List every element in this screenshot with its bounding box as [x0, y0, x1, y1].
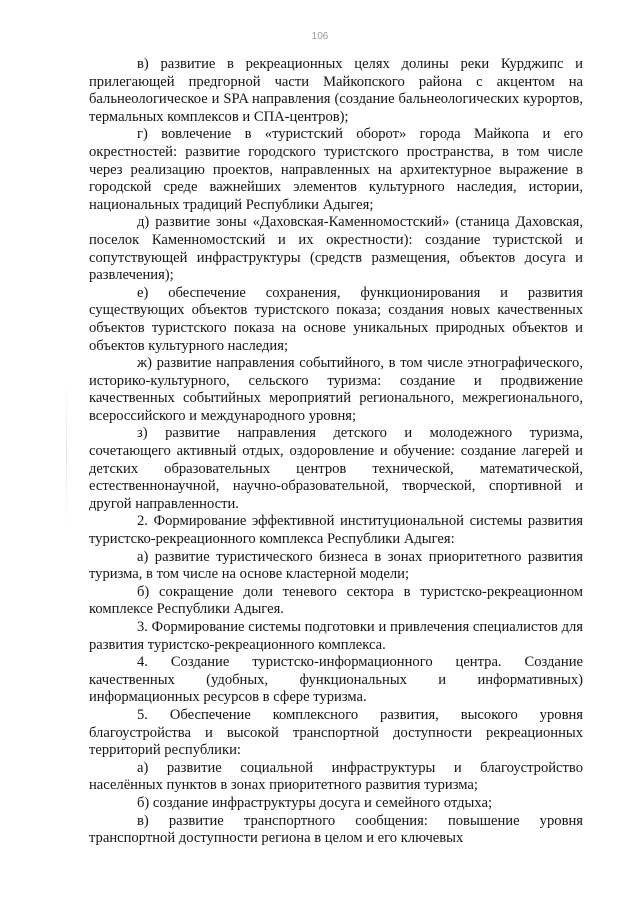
paragraph-5-development: 5. Обеспечение комплексного развития, высокого уровня благоустройства и высокой транспортной доступности рекреационных территорий республики: — [89, 706, 583, 759]
paragraph-3v-kurdzhips: в) развитие в рекреационных целях долины реки Курджипс и прилегающей предгорной части Майкопского района с акцентом на бальнеологическое и SPA направления (создание бальнеологических курортов, термальных комплексов и СПА-центров); — [89, 56, 583, 125]
scan-edge-mark — [66, 378, 67, 528]
paragraph-2b-shadow-sector: б) сокращение доли теневого сектора в туристско-рекреационном комплексе Республики Адыгея. — [89, 583, 583, 618]
paragraph-5a-social-infrastructure: а) развитие социальной инфраструктуры и благоустройство населённых пунктов в зонах приоритетного развития туризма; — [89, 759, 583, 794]
page-number: 106 — [311, 31, 329, 42]
document-body — [89, 56, 583, 848]
paragraph-e-tourist-sites: е) обеспечение сохранения, функционирования и развития существующих объектов туристского показа; создания новых качественных объектов туристского показа на основе уникальных природных объектов и объектов культурного наследия; — [89, 284, 583, 354]
paragraph-2a-business: а) развитие туристического бизнеса в зонах приоритетного развития туризма, в том числе на основе кластерной модели; — [89, 548, 583, 583]
paragraph-2-institutional-system: 2. Формирование эффективной институциональной системы развития туристско-рекреационного комплекса Республики Адыгея: — [89, 513, 583, 548]
paragraph-5v-transport: в) развитие транспортного сообщения: повышение уровня транспортной доступности региона в целом и его ключевых — [89, 812, 583, 847]
paragraph-z-youth-tourism: з) развитие направления детского и молодежного туризма, сочетающего активный отдых, оздоровление и обучение: создание лагерей и детских образовательных центров технической, математической, естественнонаучной, научно-образовательной, творческой, спортивной и другой направленности. — [89, 425, 583, 512]
paragraph-3-specialists: 3. Формирование системы подготовки и привлечения специалистов для развития туристско-рекреационного комплекса. — [89, 619, 583, 653]
paragraph-5b-leisure: б) создание инфраструктуры досуга и семейного отдыха; — [137, 794, 492, 811]
paragraph-d-dakhovskaya: д) развитие зоны «Даховская-Каменномостский» (станица Даховская, поселок Каменномостский и их окрестности): создание туристской и сопутствующей инфраструктуры (средств размещения, объектов досуга и развлечения); — [89, 214, 583, 284]
paragraph-g-maykop: г) вовлечение в «туристский оборот» города Майкопа и его окрестностей: развитие городского туристского пространства, в том числе через реализацию проектов, направленных на архитектурное выражение в городской среде важнейших элементов культурного наследия, истории, национальных традиций Республики Адыгея; — [89, 126, 583, 213]
paragraph-4-info-center: 4. Создание туристско-информационного центра. Создание качественных (удобных, функциональных и информативных) информационных ресурсов в сфере туризма. — [89, 654, 583, 706]
paragraph-zh-event-tourism: ж) развитие направления событийного, в том числе этнографического, историко-культурного, сельского туризма: создание и продвижение качественных событийных мероприятий регионального, межрегионального, всероссийского и международного уровня; — [89, 355, 583, 424]
